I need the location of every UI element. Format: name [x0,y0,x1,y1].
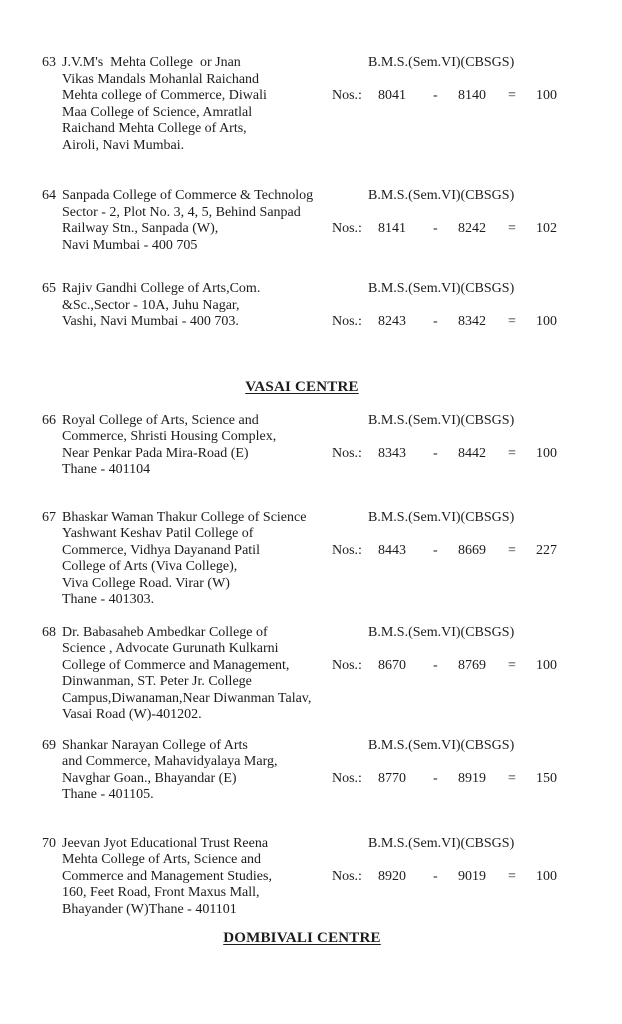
nos-label: Nos.: [332,88,362,103]
equals-sign: = [508,657,516,673]
range-to: 9019 [458,868,486,884]
entry-allocation [332,413,622,463]
range-to: 8442 [458,445,486,461]
address-line: Commerce, Shristi Housing Complex, [62,429,277,444]
range-separator: - [433,542,438,558]
address-line: Science , Advocate Gurunath Kulkarni [62,641,279,656]
nos-label: Nos.: [332,221,362,236]
seat-number-range [332,771,557,788]
seat-number-range [332,446,557,463]
address-line: College of Arts (Viva College), [62,559,238,574]
college-entry [42,836,622,919]
total-count: 150 [536,770,557,786]
entry-allocation [332,55,622,105]
address-line: Vashi, Navi Mumbai - 400 703. [62,314,239,329]
total-count: 100 [536,868,557,884]
equals-sign: = [508,88,516,103]
range-from: 8041 [378,88,406,103]
address-line: Commerce, Vidhya Dayanand Patil [62,542,260,558]
seat-number-range [332,88,557,105]
total-count: 102 [536,221,557,236]
address-line: Thane - 401303. [62,592,155,607]
equals-sign: = [508,314,516,329]
seat-number-range [332,869,557,886]
address-line: Dr. Babasaheb Ambedkar College of [62,624,268,640]
total-count: 100 [536,657,557,673]
college-address [62,188,332,254]
college-address [62,738,332,804]
address-line: Thane - 401105. [62,787,154,802]
range-separator: - [433,770,438,786]
entry-number: 63 [42,55,56,70]
range-separator: - [433,657,438,673]
entry-allocation [332,510,622,560]
address-line: Mehta college of Commerce, Diwali [62,88,267,103]
centre-heading: VASAI CENTRE [245,379,359,395]
college-entry [42,413,622,479]
course-label: B.M.S.(Sem.VI)(CBSGS) [368,412,515,428]
course-label: B.M.S.(Sem.VI)(CBSGS) [368,55,515,70]
address-line: Sanpada College of Commerce & Technolog [62,188,314,203]
address-line: Yashwant Keshav Patil College of [62,526,254,541]
range-from: 8343 [378,445,406,461]
nos-label: Nos.: [332,770,362,786]
address-line: Dinwanman, ST. Peter Jr. College [62,674,252,689]
seat-number-range [332,658,557,675]
address-line: Vasai Road (W)-401202. [62,707,202,722]
range-separator: - [433,88,438,103]
range-to: 8140 [458,88,486,103]
range-from: 8670 [378,657,406,673]
entry-number: 70 [42,835,56,851]
range-to: 8769 [458,657,486,673]
address-line: Royal College of Arts, Science and [62,412,259,428]
college-address [62,281,332,331]
college-address [62,836,332,919]
entry-number: 68 [42,624,56,640]
address-line: Maa College of Science, Amratlal [62,104,253,120]
college-address [62,413,332,479]
college-entry [42,510,622,609]
range-separator: - [433,445,438,461]
course-label: B.M.S.(Sem.VI)(CBSGS) [368,624,515,640]
address-line: &Sc.,Sector - 10A, Juhu Nagar, [62,297,240,313]
address-line: Mehta College of Arts, Science and [62,852,262,867]
entry-allocation [332,188,622,238]
range-to: 8919 [458,770,486,786]
seat-number-range [332,221,557,238]
college-entry [42,188,622,254]
address-line: Campus,Diwanaman,Near Diwanman Talav, [62,690,312,706]
address-line: Railway Stn., Sanpada (W), [62,221,219,236]
course-label: B.M.S.(Sem.VI)(CBSGS) [368,737,515,753]
range-separator: - [433,314,438,329]
range-to: 8242 [458,221,486,236]
address-line: Airoli, Navi Mumbai. [62,137,185,153]
range-from: 8243 [378,314,406,329]
range-separator: - [433,868,438,884]
entry-allocation [332,738,622,788]
college-entry [42,55,622,154]
address-line: J.V.M's Mehta College or Jnan [62,55,241,70]
nos-label: Nos.: [332,445,362,461]
address-line: Raichand Mehta College of Arts, [62,121,247,136]
address-line: Navghar Goan., Bhayandar (E) [62,770,237,786]
entry-number: 66 [42,412,56,428]
total-count: 100 [536,88,557,103]
address-line: Jeevan Jyot Educational Trust Reena [62,835,269,851]
course-label: B.M.S.(Sem.VI)(CBSGS) [368,188,515,203]
address-line: 160, Feet Road, Front Maxus Mall, [62,885,260,900]
equals-sign: = [508,221,516,236]
address-line: Bhaskar Waman Thakur College of Science [62,509,307,525]
seat-number-range [332,314,557,331]
range-from: 8920 [378,868,406,884]
nos-label: Nos.: [332,657,362,673]
course-label: B.M.S.(Sem.VI)(CBSGS) [368,509,515,525]
entry-allocation [332,625,622,675]
college-address [62,625,332,724]
nos-label: Nos.: [332,868,362,884]
range-from: 8141 [378,221,406,236]
equals-sign: = [508,770,516,786]
total-count: 100 [536,445,557,461]
address-line: Vikas Mandals Mohanlal Raichand [62,71,260,87]
equals-sign: = [508,542,516,558]
entry-number: 67 [42,509,56,525]
address-line: Shankar Narayan College of Arts [62,737,248,753]
address-line: Navi Mumbai - 400 705 [62,237,198,253]
entry-number: 65 [42,281,56,296]
range-from: 8770 [378,770,406,786]
equals-sign: = [508,445,516,461]
address-line: Rajiv Gandhi College of Arts,Com. [62,281,261,296]
range-from: 8443 [378,542,406,558]
college-entry [42,738,622,804]
address-line: and Commerce, Mahavidyalaya Marg, [62,754,278,769]
centre-heading: DOMBIVALI CENTRE [223,930,381,946]
nos-label: Nos.: [332,314,362,329]
address-line: Bhayander (W)Thane - 401101 [62,901,237,917]
range-to: 8342 [458,314,486,329]
college-entry [42,625,622,724]
college-entry [42,281,622,331]
address-line: Thane - 401104 [62,462,151,477]
address-line: Near Penkar Pada Mira-Road (E) [62,445,249,461]
course-label: B.M.S.(Sem.VI)(CBSGS) [368,281,515,296]
entry-allocation [332,836,622,886]
seat-number-range [332,543,557,560]
range-separator: - [433,221,438,236]
total-count: 227 [536,542,557,558]
nos-label: Nos.: [332,542,362,558]
entry-number: 64 [42,188,56,203]
entry-allocation [332,281,622,331]
college-address [62,55,332,154]
total-count: 100 [536,314,557,329]
course-label: B.M.S.(Sem.VI)(CBSGS) [368,835,515,851]
address-line: Commerce and Management Studies, [62,868,272,884]
equals-sign: = [508,868,516,884]
address-line: Viva College Road. Virar (W) [62,575,230,591]
range-to: 8669 [458,542,486,558]
college-address [62,510,332,609]
entry-number: 69 [42,737,56,753]
address-line: Sector - 2, Plot No. 3, 4, 5, Behind Sanpad [62,204,301,220]
address-line: College of Commerce and Management, [62,657,290,673]
